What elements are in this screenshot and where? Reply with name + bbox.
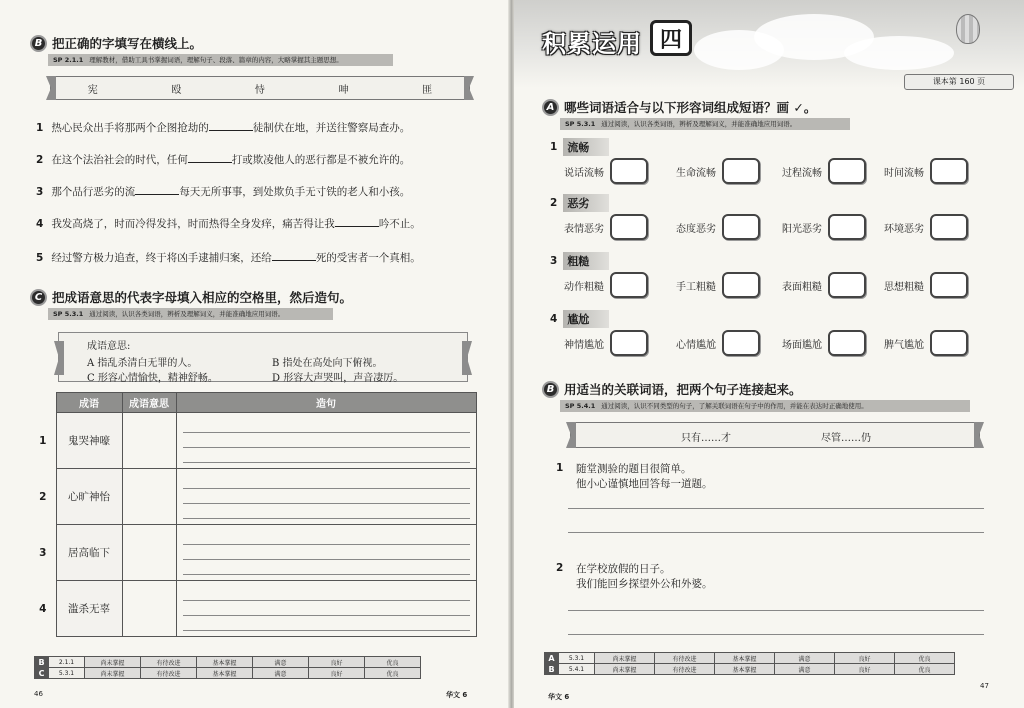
assessment-level[interactable]: 优良 — [895, 653, 955, 664]
assessment-level[interactable]: 有待改进 — [655, 653, 715, 664]
sentence-answer-cell[interactable] — [176, 413, 476, 469]
section-b-badge-icon: B — [542, 381, 559, 398]
section-b-standard: SP 5.4.1 通过阅读，认识不同类型的句子，了解关联词语在句子中的作用，并能在表达时正确地使用。 — [560, 400, 970, 412]
sentence-line: 他小心谨慎地回答每一道题。 — [576, 478, 713, 490]
column-header: 成语 — [56, 393, 122, 413]
section-c-badge-icon: C — [30, 289, 47, 306]
idiom-cell: 心旷神怡 — [56, 469, 122, 525]
sentence-line: 随堂测验的题目很简单。 — [576, 463, 692, 475]
word-bank — [50, 76, 470, 100]
section-c-heading — [30, 288, 352, 306]
sentence-answer-cell[interactable] — [176, 469, 476, 525]
page-number: 47 — [980, 682, 989, 690]
phrase-option: 脾气尴尬 — [884, 330, 968, 356]
phrase-option: 过程流畅 — [782, 158, 866, 184]
section-a-heading — [542, 98, 816, 116]
word-bank-item: 呻 — [338, 84, 349, 96]
subject-label: 华文 6 — [548, 693, 570, 701]
meaning-item: D 形容大声哭叫，声音凄厉。 — [272, 373, 404, 384]
table-row — [30, 581, 476, 637]
assessment-level[interactable]: 良好 — [309, 668, 365, 679]
assessment-row: C 5.3.1 尚未掌握 有待改进 基本掌握 满意 良好 优良 — [35, 668, 421, 679]
phrase-option: 思想粗糙 — [884, 272, 968, 298]
meaning-item: B 指处在高处向下俯视。 — [272, 358, 383, 369]
combine-item: 1 随堂测验的题目很简单。 他小心谨慎地回答每一道题。 — [556, 462, 713, 490]
tick-box[interactable] — [610, 330, 648, 356]
meaning-answer-cell[interactable] — [122, 525, 176, 581]
assessment-level[interactable]: 满意 — [253, 668, 309, 679]
answer-blank[interactable] — [209, 121, 253, 131]
table-row — [30, 525, 476, 581]
section-b-title: 用适当的关联词语，把两个句子连接起来。 — [564, 382, 802, 397]
answer-line[interactable] — [568, 634, 984, 635]
fill-question: 5 经过警方极力追查，终于将凶手逮捕归案，还给 死的受害者一个真相。 — [36, 252, 421, 264]
meaning-item: C 形容心情愉快，精神舒畅。 — [87, 373, 218, 384]
row-number: 1 — [30, 413, 56, 469]
assessment-table — [34, 656, 421, 679]
row-number: 3 — [30, 525, 56, 581]
assessment-level[interactable]: 基本掌握 — [715, 653, 775, 664]
tick-box[interactable] — [722, 330, 760, 356]
conjunction-bank — [570, 422, 980, 448]
fill-question: 3 那个品行恶劣的流 每天无所事事，到处欺负手无寸铁的老人和小孩。 — [36, 186, 411, 198]
adjective-label: 尴尬 — [563, 310, 609, 328]
tick-box[interactable] — [930, 158, 968, 184]
assessment-level[interactable]: 良好 — [309, 657, 365, 668]
idiom-cell: 鬼哭神嚎 — [56, 413, 122, 469]
phrase-option: 动作粗糙 — [564, 272, 648, 298]
phrase-option: 心情尴尬 — [676, 330, 760, 356]
fill-question: 1 热心民众出手将那两个企图抢劫的 徒制伏在地，并送往警察局查办。 — [36, 122, 411, 134]
meanings-label: 成语意思: — [87, 341, 131, 352]
phrase-option: 表情恶劣 — [564, 214, 648, 240]
assessment-level[interactable]: 基本掌握 — [715, 664, 775, 675]
tick-box[interactable] — [828, 330, 866, 356]
tick-box[interactable] — [930, 272, 968, 298]
word-bank-item: 殴 — [171, 84, 182, 96]
assessment-level[interactable]: 有待改进 — [141, 657, 197, 668]
right-page — [514, 0, 1024, 708]
assessment-level[interactable]: 尚未掌握 — [85, 657, 141, 668]
adjective-label: 恶劣 — [563, 194, 609, 212]
meaning-answer-cell[interactable] — [122, 413, 176, 469]
phrase-option: 手工粗糙 — [676, 272, 760, 298]
idiom-cell: 居高临下 — [56, 525, 122, 581]
tick-box[interactable] — [722, 158, 760, 184]
adjective-group: 1 流畅 — [550, 138, 609, 156]
assessment-level[interactable]: 良好 — [835, 664, 895, 675]
column-header: 造句 — [176, 393, 476, 413]
column-header: 成语意思 — [122, 393, 176, 413]
word-bank-item: 宪 — [87, 84, 98, 96]
answer-blank[interactable] — [272, 251, 316, 261]
left-page — [0, 0, 510, 708]
tick-box[interactable] — [610, 214, 648, 240]
phrase-option: 场面尴尬 — [782, 330, 866, 356]
tick-box[interactable] — [828, 158, 866, 184]
sentence-answer-cell[interactable] — [176, 581, 476, 637]
section-c-title: 把成语意思的代表字母填入相应的空格里，然后造句。 — [52, 290, 353, 305]
assessment-level[interactable]: 基本掌握 — [197, 657, 253, 668]
section-b-heading — [542, 380, 802, 398]
assessment-level[interactable]: 尚未掌握 — [595, 653, 655, 664]
assessment-level[interactable]: 优良 — [365, 668, 421, 679]
sentence-line: 我们能回乡探望外公和外婆。 — [576, 578, 713, 590]
cloud-decoration — [844, 36, 954, 70]
assessment-level[interactable]: 满意 — [775, 664, 835, 675]
tick-box[interactable] — [930, 330, 968, 356]
answer-blank[interactable] — [335, 217, 379, 227]
answer-line[interactable] — [568, 610, 984, 611]
section-c-standard: SP 5.3.1 通过阅读，认识各类词语，辨析及理解词义，并能准确地应用词语。 — [48, 308, 333, 320]
assessment-table — [544, 652, 955, 675]
assessment-row: A 5.3.1 尚未掌握 有待改进 基本掌握 满意 良好 优良 — [545, 653, 955, 664]
assessment-level[interactable]: 尚未掌握 — [595, 664, 655, 675]
assessment-level[interactable]: 优良 — [365, 657, 421, 668]
idiom-table — [30, 392, 477, 637]
conjunction-item: 尽管……仍 — [821, 433, 871, 444]
section-b-standard: SP 2.1.1 理解教材，借助工具书掌握词语，理解句子、段落、篇章的内容，大略掌握其主题思想。 — [48, 54, 393, 66]
phrase-option: 说话流畅 — [564, 158, 648, 184]
hot-air-balloon-icon — [956, 14, 980, 44]
adjective-group: 4 尴尬 — [550, 310, 609, 328]
tick-box[interactable] — [610, 158, 648, 184]
tick-box[interactable] — [828, 214, 866, 240]
phrase-option: 表面粗糙 — [782, 272, 866, 298]
adjective-group: 3 粗糙 — [550, 252, 609, 270]
tick-box[interactable] — [722, 272, 760, 298]
row-number: 4 — [30, 581, 56, 637]
section-a-title: 哪些词语适合与以下形容词组成短语？画 ✓。 — [564, 100, 817, 115]
idiom-cell: 滥杀无辜 — [56, 581, 122, 637]
answer-line[interactable] — [568, 532, 984, 533]
word-bank-item: 恃 — [254, 84, 265, 96]
sentence-answer-cell[interactable] — [176, 525, 476, 581]
assessment-level[interactable]: 有待改进 — [655, 664, 715, 675]
adjective-label: 流畅 — [563, 138, 609, 156]
answer-line[interactable] — [568, 508, 984, 509]
table-row — [30, 413, 476, 469]
table-row — [30, 469, 476, 525]
assessment-level[interactable]: 尚未掌握 — [85, 668, 141, 679]
assessment-row: B 5.4.1 尚未掌握 有待改进 基本掌握 满意 良好 优良 — [545, 664, 955, 675]
tick-box[interactable] — [828, 272, 866, 298]
combine-item: 2 在学校放假的日子。 我们能回乡探望外公和外婆。 — [556, 562, 713, 590]
tick-box[interactable] — [610, 272, 648, 298]
adjective-group: 2 恶劣 — [550, 194, 609, 212]
assessment-level[interactable]: 优良 — [895, 664, 955, 675]
page-number: 46 — [34, 690, 43, 698]
textbook-reference: 课本第 160 页 — [904, 74, 1014, 90]
word-bank-item: 匪 — [422, 84, 433, 96]
assessment-level[interactable]: 满意 — [775, 653, 835, 664]
assessment-level[interactable]: 良好 — [835, 653, 895, 664]
section-b-badge-icon: B — [30, 35, 47, 52]
tick-box[interactable] — [930, 214, 968, 240]
phrase-option: 阳光恶劣 — [782, 214, 866, 240]
phrase-option: 态度恶劣 — [676, 214, 760, 240]
assessment-row: B 2.1.1 尚未掌握 有待改进 基本掌握 满意 良好 优良 — [35, 657, 421, 668]
conjunction-item: 只有……才 — [681, 433, 731, 444]
subject-label: 华文 6 — [446, 691, 468, 699]
table-header-row — [30, 393, 476, 413]
phrase-option: 神情尴尬 — [564, 330, 648, 356]
answer-blank[interactable] — [188, 153, 232, 163]
section-a-standard: SP 5.3.1 通过阅读，认识各类词语，辨析及理解词义，并能准确地应用词语。 — [560, 118, 850, 130]
fill-question: 2 在这个法治社会的时代，任何 打或欺凌他人的恶行都是不被允许的。 — [36, 154, 411, 166]
answer-blank[interactable] — [135, 185, 179, 195]
section-a-badge-icon: A — [542, 99, 559, 116]
assessment-level[interactable]: 满意 — [253, 657, 309, 668]
sentence-line: 在学校放假的日子。 — [576, 563, 671, 575]
assessment-level[interactable]: 有待改进 — [141, 668, 197, 679]
meaning-answer-cell[interactable] — [122, 581, 176, 637]
unit-number: 四 — [650, 20, 692, 56]
tick-box[interactable] — [722, 214, 760, 240]
section-b-title: 把正确的字填写在横线上。 — [52, 36, 203, 51]
meaning-answer-cell[interactable] — [122, 469, 176, 525]
adjective-label: 粗糙 — [563, 252, 609, 270]
fill-question: 4 我发高烧了，时而冷得发抖，时而热得全身发痒，痛苦得让我 吟不止。 — [36, 218, 421, 230]
phrase-option: 时间流畅 — [884, 158, 968, 184]
idiom-meanings-box — [58, 332, 468, 382]
phrase-option: 生命流畅 — [676, 158, 760, 184]
row-number: 2 — [30, 469, 56, 525]
section-b-heading — [30, 34, 202, 52]
phrase-option: 环境恶劣 — [884, 214, 968, 240]
assessment-level[interactable]: 基本掌握 — [197, 668, 253, 679]
unit-title: 积累运用 — [542, 30, 642, 58]
meaning-item: A 指乱杀清白无罪的人。 — [87, 358, 198, 369]
